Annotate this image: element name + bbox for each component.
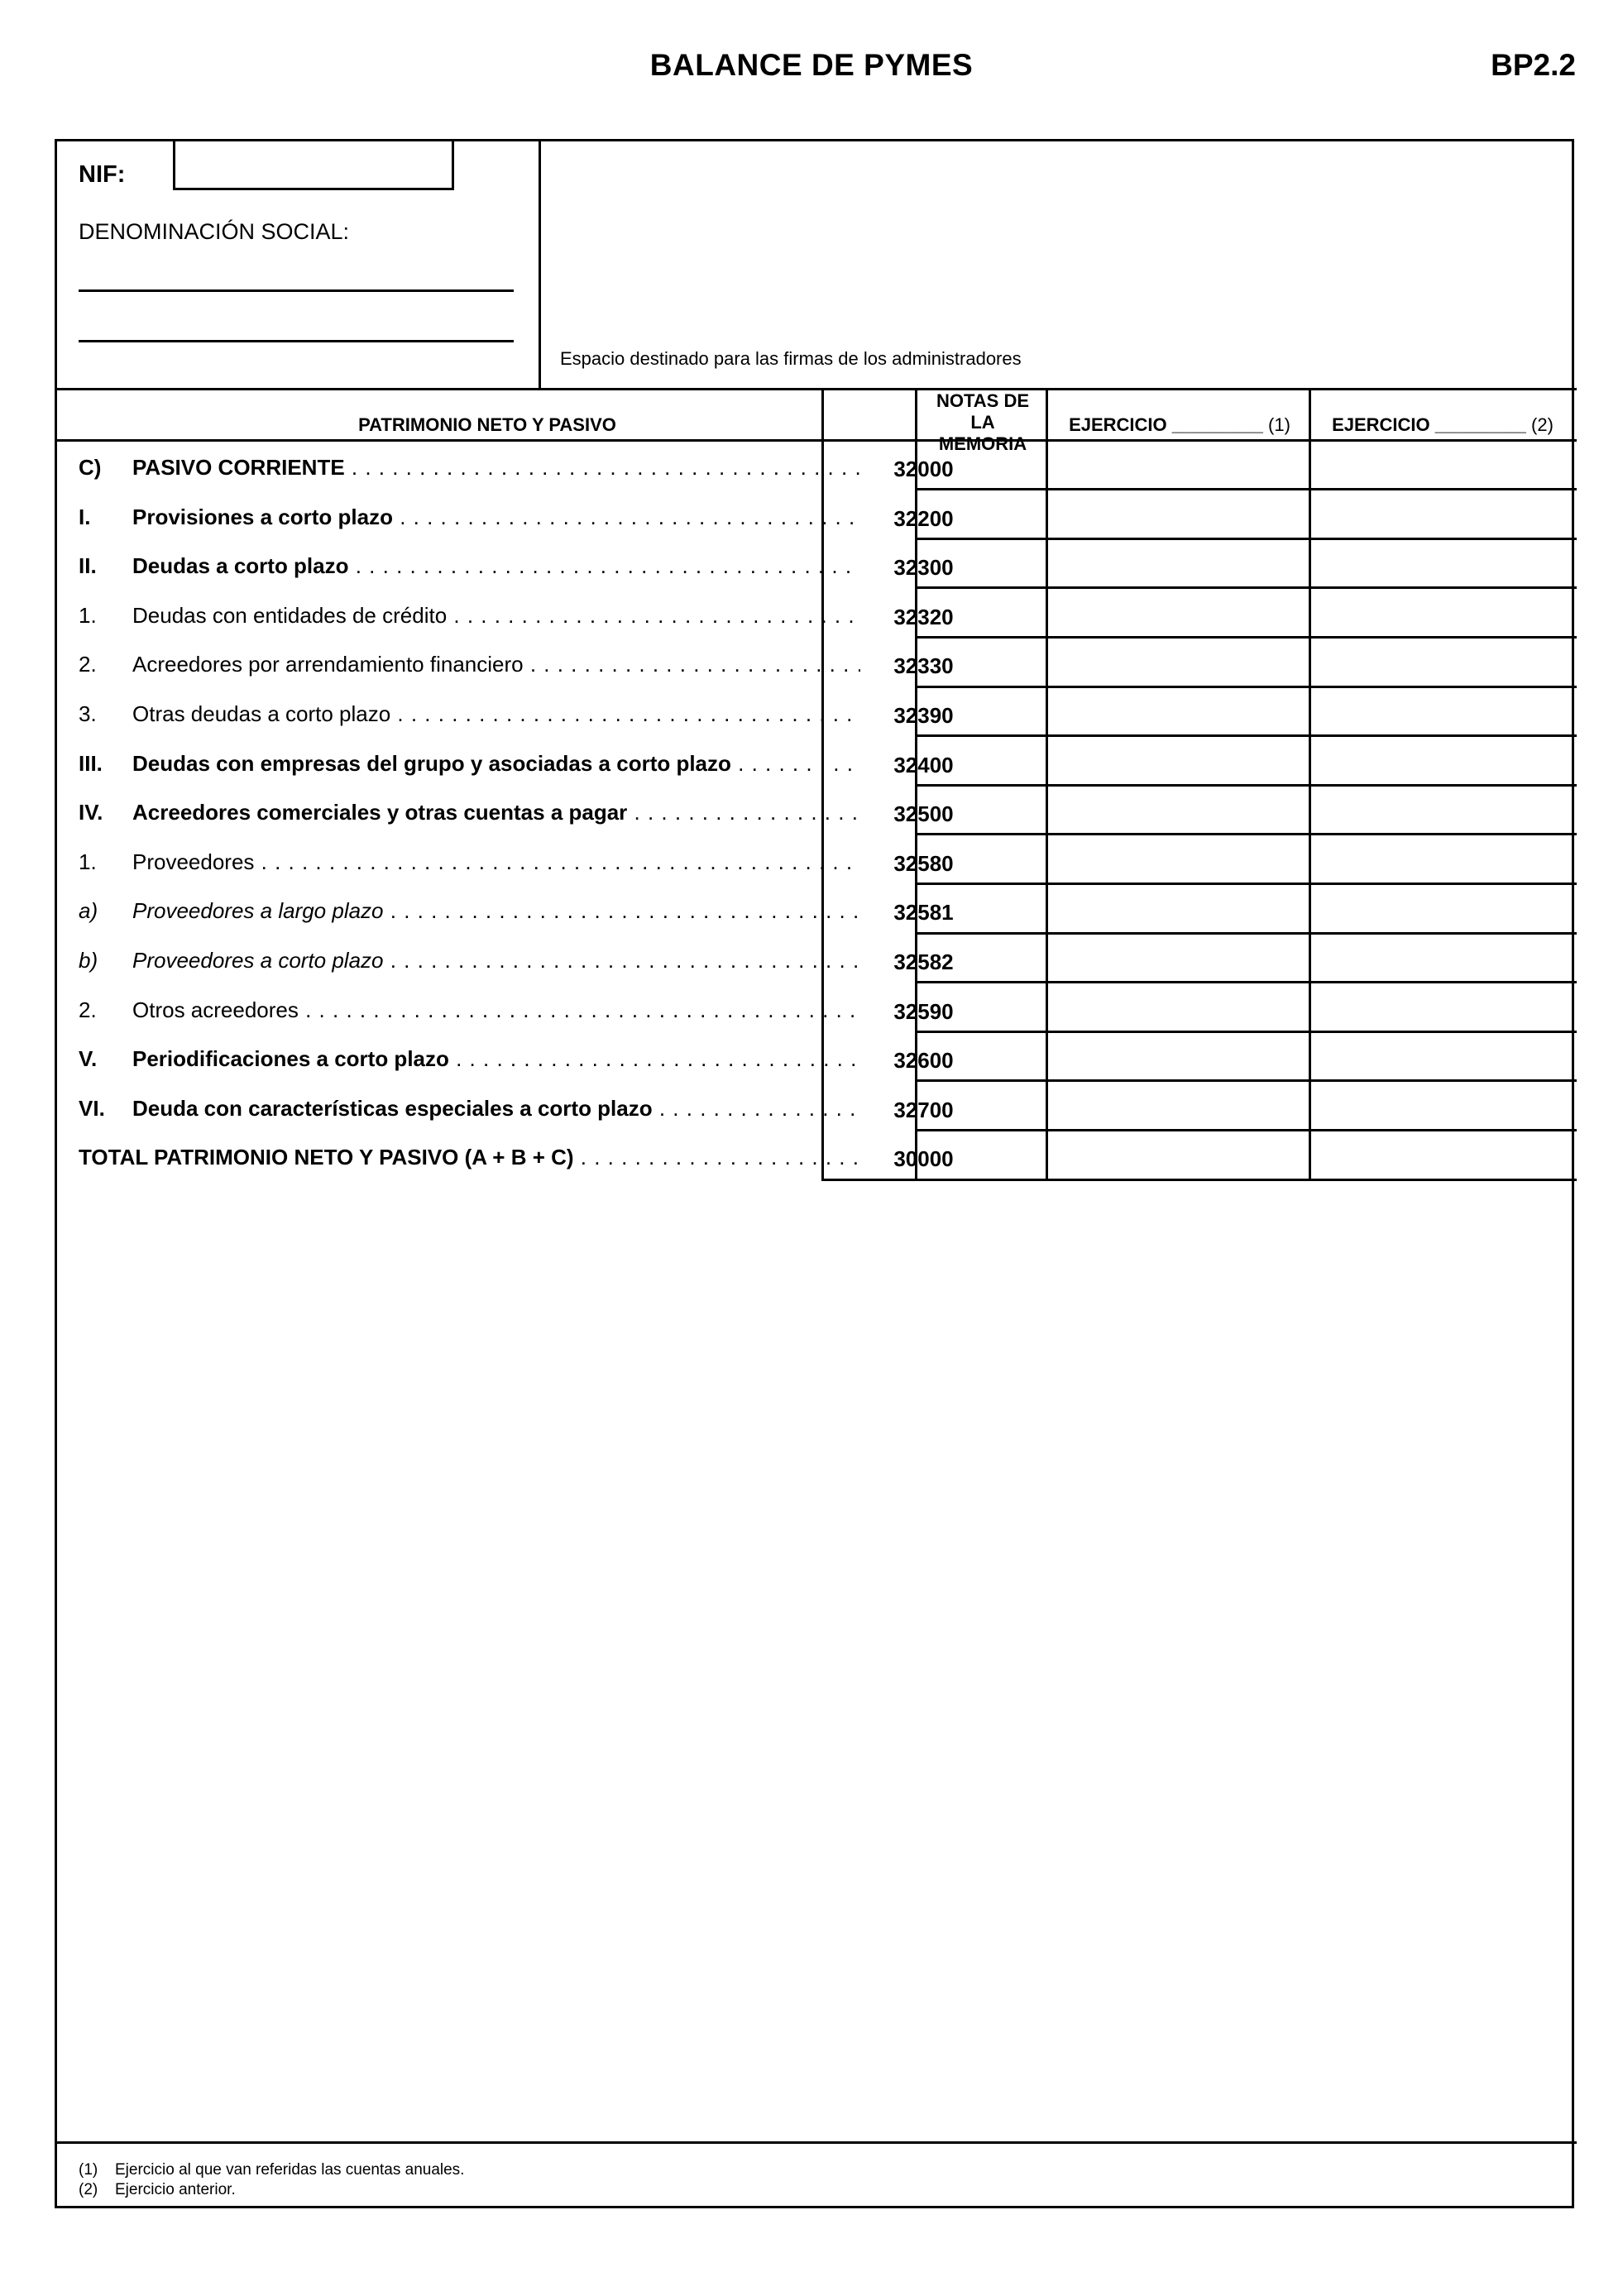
- ejercicio-1-cell[interactable]: [1048, 1031, 1311, 1081]
- row-label: PASIVO CORRIENTE: [132, 455, 345, 480]
- ejercicio-1-cell[interactable]: [1048, 686, 1311, 736]
- form-frame: [55, 139, 1574, 2208]
- identity-block: [57, 141, 541, 390]
- ejercicio-2-label: EJERCICIO _________: [1332, 414, 1526, 435]
- ejercicio-2-cell[interactable]: [1311, 1081, 1574, 1131]
- ejercicio-1-column-line: [1046, 389, 1048, 1179]
- ejercicio-2-cell[interactable]: [1311, 490, 1574, 539]
- row-label-with-leader: [132, 800, 860, 825]
- row-label: Acreedores por arrendamiento financiero: [132, 652, 524, 677]
- row-code: 32581: [893, 900, 954, 926]
- notas-cell[interactable]: [917, 785, 1048, 835]
- balance-row: [57, 835, 1577, 883]
- ejercicio-2-cell[interactable]: [1311, 785, 1574, 835]
- row-number: 3.: [79, 701, 97, 726]
- ejercicio-2-cell[interactable]: [1311, 883, 1574, 933]
- row-number: II.: [79, 553, 97, 579]
- denominacion-line-1[interactable]: [79, 289, 514, 292]
- row-code: 32580: [893, 850, 954, 876]
- row-number: IV.: [79, 800, 103, 825]
- row-code: 32500: [893, 801, 954, 827]
- row-code: 30000: [893, 1146, 954, 1172]
- ejercicio-1-cell[interactable]: [1048, 588, 1311, 638]
- row-code: 32390: [893, 703, 954, 728]
- footer-divider: [57, 2141, 1577, 2144]
- balance-row: [57, 1031, 1577, 1080]
- notas-cell[interactable]: [917, 835, 1048, 884]
- row-label-with-leader: [132, 997, 860, 1023]
- row-label-with-leader: [132, 751, 860, 777]
- notas-cell[interactable]: [917, 686, 1048, 736]
- row-number: 1.: [79, 849, 97, 874]
- row-code: 32000: [893, 457, 954, 481]
- row-label-with-leader: [132, 652, 860, 677]
- notas-cell[interactable]: [917, 933, 1048, 983]
- row-label-with-leader: [79, 1145, 860, 1170]
- footnote-2: [79, 2181, 236, 2199]
- ejercicio-1-cell[interactable]: [1048, 440, 1311, 490]
- row-number: C): [79, 455, 102, 480]
- ejercicio-1-cell[interactable]: [1048, 835, 1311, 884]
- row-label: Periodificaciones a corto plazo: [132, 1046, 449, 1072]
- denominacion-label: DENOMINACIÓN SOCIAL:: [79, 219, 350, 244]
- row-number: a): [79, 898, 98, 924]
- row-label: Otros acreedores: [132, 997, 299, 1022]
- balance-row: [57, 538, 1577, 587]
- row-code: 32400: [893, 752, 954, 777]
- column-header-ejercicio-1: [1048, 414, 1311, 436]
- notas-cell[interactable]: [917, 983, 1048, 1032]
- row-code: 32320: [893, 604, 954, 629]
- balance-row: [57, 440, 1577, 489]
- row-label: Deuda con características especiales a corto plazo: [132, 1095, 653, 1121]
- notas-cell[interactable]: [917, 538, 1048, 588]
- row-code: 32700: [893, 1097, 954, 1122]
- row-label: TOTAL PATRIMONIO NETO Y PASIVO (A + B + C): [79, 1145, 574, 1170]
- header-divider: [57, 388, 1577, 390]
- row-label: Acreedores comerciales y otras cuentas a pagar: [132, 800, 628, 825]
- row-label: Deudas con empresas del grupo y asociadas a corto plazo: [132, 750, 731, 776]
- ejercicio-2-cell[interactable]: [1311, 1130, 1574, 1179]
- row-number: 1.: [79, 602, 97, 628]
- row-divider: [821, 1179, 1577, 1181]
- form-code: BP2.2: [1491, 48, 1576, 82]
- balance-row: [57, 588, 1577, 637]
- ejercicio-2-cell[interactable]: [1311, 1031, 1574, 1081]
- row-number: 2.: [79, 997, 97, 1022]
- ejercicio-2-cell[interactable]: [1311, 933, 1574, 983]
- denominacion-line-2[interactable]: [79, 340, 514, 342]
- row-number: b): [79, 948, 98, 973]
- balance-row: [57, 983, 1577, 1031]
- ejercicio-2-ref: (2): [1531, 414, 1554, 435]
- row-code: 32600: [893, 1048, 954, 1074]
- row-code: 32300: [893, 555, 954, 581]
- notas-cell[interactable]: [917, 637, 1048, 686]
- balance-row: [57, 933, 1577, 982]
- column-header-patrimonio: PATRIMONIO NETO Y PASIVO: [358, 414, 616, 435]
- row-code: 32582: [893, 949, 954, 974]
- balance-row: [57, 1081, 1577, 1130]
- notas-cell[interactable]: [917, 588, 1048, 638]
- notas-cell[interactable]: [917, 440, 1048, 490]
- row-label: Proveedores a largo plazo: [132, 898, 384, 924]
- row-number: I.: [79, 504, 91, 529]
- ejercicio-1-cell[interactable]: [1048, 983, 1311, 1032]
- ejercicio-2-cell[interactable]: [1311, 440, 1574, 490]
- signature-area-label: Espacio destinado para las firmas de los administradores: [560, 348, 1022, 369]
- row-label-with-leader: [132, 898, 860, 924]
- row-label: Proveedores a corto plazo: [132, 948, 384, 973]
- balance-row: [57, 490, 1577, 538]
- notas-column-line: [915, 389, 917, 1179]
- ejercicio-2-cell[interactable]: [1311, 686, 1574, 736]
- row-label-with-leader: [132, 455, 860, 481]
- balance-row: [57, 637, 1577, 686]
- notas-cell[interactable]: [917, 1081, 1048, 1131]
- ejercicio-2-cell[interactable]: [1311, 736, 1574, 786]
- row-code: 32590: [893, 998, 954, 1024]
- notas-cell[interactable]: [917, 490, 1048, 539]
- footnote-2-num: (2): [79, 2181, 98, 2198]
- footnote-2-text: Ejercicio anterior.: [115, 2181, 236, 2198]
- nif-input[interactable]: [173, 139, 454, 190]
- row-label-with-leader: [132, 505, 860, 530]
- nif-label: NIF:: [79, 161, 126, 188]
- ejercicio-2-cell[interactable]: [1311, 588, 1574, 638]
- row-label-with-leader: [132, 701, 860, 727]
- row-label: Otras deudas a corto plazo: [132, 701, 391, 726]
- footnote-1-num: (1): [79, 2161, 98, 2179]
- row-label: Proveedores: [132, 849, 255, 874]
- notas-cell[interactable]: [917, 1031, 1048, 1081]
- ejercicio-1-cell[interactable]: [1048, 933, 1311, 983]
- row-label: Deudas con entidades de crédito: [132, 602, 448, 628]
- row-number: 2.: [79, 652, 97, 677]
- row-label-with-leader: [132, 1096, 860, 1122]
- ejercicio-1-cell[interactable]: [1048, 1130, 1311, 1179]
- notas-cell[interactable]: [917, 1130, 1048, 1179]
- ejercicio-2-cell[interactable]: [1311, 983, 1574, 1032]
- footnote-1-text: Ejercicio al que van referidas las cuentas anuales.: [115, 2161, 465, 2179]
- row-code: 32200: [893, 505, 954, 531]
- column-header-ejercicio-2: [1311, 414, 1574, 436]
- footnote-1: [79, 2161, 464, 2179]
- balance-row: [57, 1130, 1577, 1179]
- notas-cell[interactable]: [917, 736, 1048, 786]
- row-label: Deudas a corto plazo: [132, 553, 349, 579]
- row-label-with-leader: [132, 1046, 860, 1072]
- ejercicio-2-cell[interactable]: [1311, 538, 1574, 588]
- code-column-line: [821, 389, 824, 1179]
- ejercicio-1-cell[interactable]: [1048, 538, 1311, 588]
- ejercicio-1-cell[interactable]: [1048, 637, 1311, 686]
- balance-row: [57, 883, 1577, 932]
- row-number: III.: [79, 750, 103, 776]
- balance-row: [57, 686, 1577, 735]
- ejercicio-2-cell[interactable]: [1311, 835, 1574, 884]
- ejercicio-1-cell[interactable]: [1048, 1081, 1311, 1131]
- row-label-with-leader: [132, 553, 860, 579]
- row-code: 32330: [893, 653, 954, 679]
- row-number: VI.: [79, 1095, 105, 1121]
- column-header-notas-text: NOTAS DE LA MEMORIA: [936, 390, 1030, 454]
- form-title: BALANCE DE PYMES: [649, 48, 974, 82]
- ejercicio-1-cell[interactable]: [1048, 490, 1311, 539]
- ejercicio-1-ref: (1): [1268, 414, 1290, 435]
- ejercicio-1-cell[interactable]: [1048, 736, 1311, 786]
- ejercicio-1-cell[interactable]: [1048, 883, 1311, 933]
- row-label-with-leader: [132, 948, 860, 973]
- row-label-with-leader: [132, 603, 860, 629]
- row-label: Provisiones a corto plazo: [132, 504, 393, 529]
- balance-row: [57, 785, 1577, 834]
- ejercicio-2-cell[interactable]: [1311, 637, 1574, 686]
- notas-cell[interactable]: [917, 883, 1048, 933]
- ejercicio-1-label: EJERCICIO _________: [1069, 414, 1263, 435]
- ejercicio-1-cell[interactable]: [1048, 785, 1311, 835]
- row-number: V.: [79, 1046, 98, 1072]
- balance-row: [57, 736, 1577, 785]
- row-label-with-leader: [132, 849, 860, 875]
- ejercicio-2-column-line: [1309, 389, 1311, 1179]
